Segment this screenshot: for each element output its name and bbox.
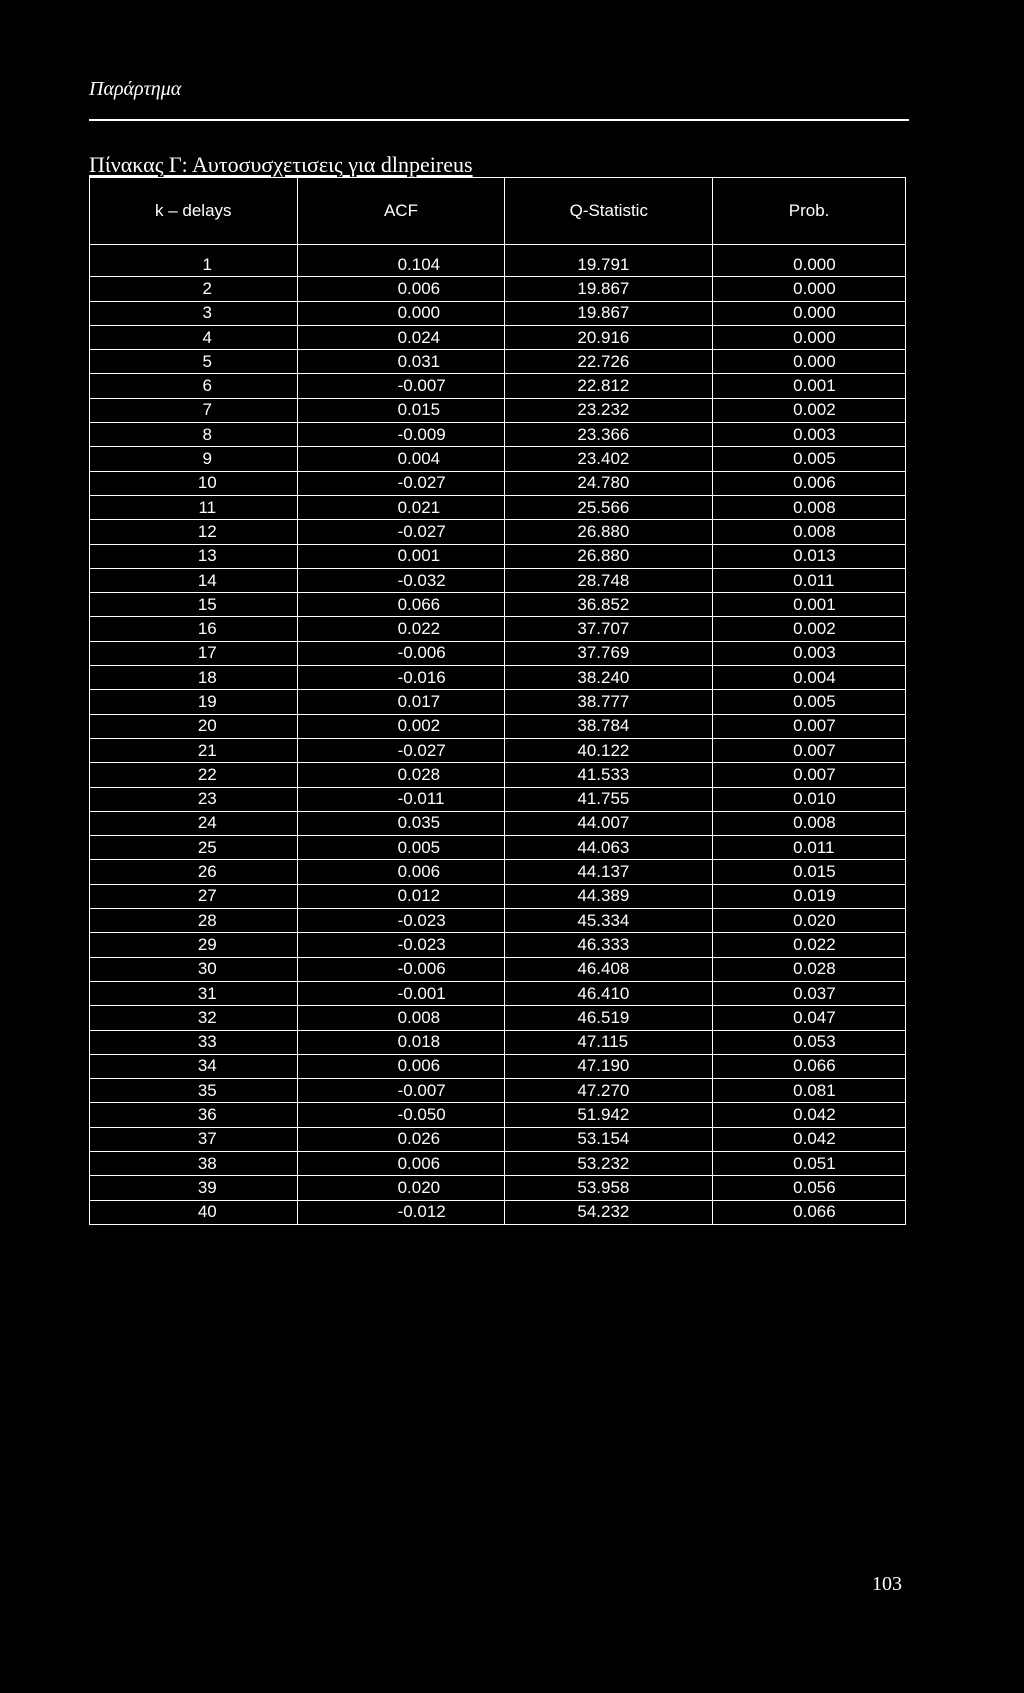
cell-acf: 0.008	[297, 1006, 505, 1030]
cell-prob: 0.007	[713, 714, 906, 738]
cell-acf: -0.009	[297, 423, 505, 447]
cell-prob: 0.003	[713, 641, 906, 665]
table-row	[90, 1079, 906, 1103]
cell-q-statistic: 23.402	[505, 447, 713, 471]
table-row	[90, 1151, 906, 1175]
cell-q-statistic: 46.519	[505, 1006, 713, 1030]
cell-prob: 0.042	[713, 1127, 906, 1151]
cell-q-statistic: 40.122	[505, 738, 713, 762]
cell-prob: 0.011	[713, 568, 906, 592]
cell-prob: 0.066	[713, 1200, 906, 1224]
cell-k: 36	[90, 1103, 298, 1127]
cell-prob: 0.053	[713, 1030, 906, 1054]
column-header-prob: Prob.	[713, 178, 906, 245]
column-header-q-statistic: Q-Statistic	[505, 178, 713, 245]
table-row	[90, 301, 906, 325]
cell-prob: 0.000	[713, 277, 906, 301]
table-row	[90, 811, 906, 835]
cell-acf: 0.028	[297, 763, 505, 787]
cell-q-statistic: 28.748	[505, 568, 713, 592]
cell-k: 16	[90, 617, 298, 641]
table-row	[90, 860, 906, 884]
cell-prob: 0.008	[713, 520, 906, 544]
cell-prob: 0.005	[713, 690, 906, 714]
cell-acf: -0.027	[297, 471, 505, 495]
cell-k: 20	[90, 714, 298, 738]
cell-prob: 0.010	[713, 787, 906, 811]
cell-acf: -0.007	[297, 1079, 505, 1103]
cell-k: 33	[90, 1030, 298, 1054]
cell-q-statistic: 53.232	[505, 1151, 713, 1175]
cell-q-statistic: 41.533	[505, 763, 713, 787]
cell-prob: 0.005	[713, 447, 906, 471]
cell-q-statistic: 20.916	[505, 325, 713, 349]
cell-prob: 0.037	[713, 981, 906, 1005]
cell-prob: 0.006	[713, 471, 906, 495]
cell-acf: 0.012	[297, 884, 505, 908]
table-row	[90, 836, 906, 860]
cell-q-statistic: 37.707	[505, 617, 713, 641]
cell-acf: 0.031	[297, 350, 505, 374]
cell-acf: -0.007	[297, 374, 505, 398]
cell-acf: 0.021	[297, 495, 505, 519]
table-row	[90, 690, 906, 714]
cell-k: 9	[90, 447, 298, 471]
cell-acf: -0.027	[297, 520, 505, 544]
cell-k: 19	[90, 690, 298, 714]
cell-acf: 0.026	[297, 1127, 505, 1151]
cell-acf: 0.020	[297, 1176, 505, 1200]
cell-k: 17	[90, 641, 298, 665]
cell-q-statistic: 37.769	[505, 641, 713, 665]
cell-acf: 0.004	[297, 447, 505, 471]
cell-k: 34	[90, 1054, 298, 1078]
table-row	[90, 568, 906, 592]
cell-acf: 0.006	[297, 277, 505, 301]
table-row	[90, 447, 906, 471]
cell-acf: -0.023	[297, 933, 505, 957]
cell-q-statistic: 47.270	[505, 1079, 713, 1103]
cell-q-statistic: 23.366	[505, 423, 713, 447]
cell-prob: 0.001	[713, 374, 906, 398]
table-row	[90, 325, 906, 349]
cell-q-statistic: 38.240	[505, 666, 713, 690]
cell-acf: -0.011	[297, 787, 505, 811]
cell-prob: 0.002	[713, 617, 906, 641]
cell-k: 2	[90, 277, 298, 301]
table-row	[90, 398, 906, 422]
table-row	[90, 350, 906, 374]
cell-prob: 0.047	[713, 1006, 906, 1030]
cell-prob: 0.022	[713, 933, 906, 957]
cell-q-statistic: 44.063	[505, 836, 713, 860]
cell-prob: 0.051	[713, 1151, 906, 1175]
cell-k: 22	[90, 763, 298, 787]
cell-acf: 0.005	[297, 836, 505, 860]
cell-k: 5	[90, 350, 298, 374]
cell-k: 23	[90, 787, 298, 811]
cell-k: 35	[90, 1079, 298, 1103]
cell-acf: 0.006	[297, 1054, 505, 1078]
autocorrelation-table	[89, 177, 906, 1225]
table-row	[90, 1054, 906, 1078]
table-row	[90, 787, 906, 811]
cell-q-statistic: 44.007	[505, 811, 713, 835]
cell-acf: 0.066	[297, 593, 505, 617]
cell-k: 31	[90, 981, 298, 1005]
cell-acf: 0.015	[297, 398, 505, 422]
cell-prob: 0.066	[713, 1054, 906, 1078]
page-number: 103	[872, 1573, 902, 1595]
cell-k: 37	[90, 1127, 298, 1151]
cell-acf: -0.023	[297, 909, 505, 933]
cell-prob: 0.002	[713, 398, 906, 422]
cell-q-statistic: 22.812	[505, 374, 713, 398]
cell-q-statistic: 51.942	[505, 1103, 713, 1127]
cell-prob: 0.000	[713, 301, 906, 325]
cell-prob: 0.081	[713, 1079, 906, 1103]
table-row	[90, 666, 906, 690]
table-row	[90, 245, 906, 277]
cell-prob: 0.008	[713, 811, 906, 835]
cell-acf: 0.104	[297, 245, 505, 277]
cell-q-statistic: 19.791	[505, 245, 713, 277]
cell-acf: -0.050	[297, 1103, 505, 1127]
cell-k: 14	[90, 568, 298, 592]
cell-q-statistic: 53.154	[505, 1127, 713, 1151]
cell-acf: 0.035	[297, 811, 505, 835]
table-row	[90, 933, 906, 957]
cell-prob: 0.013	[713, 544, 906, 568]
cell-q-statistic: 22.726	[505, 350, 713, 374]
cell-acf: -0.016	[297, 666, 505, 690]
cell-k: 25	[90, 836, 298, 860]
table-row	[90, 909, 906, 933]
cell-k: 32	[90, 1006, 298, 1030]
cell-k: 7	[90, 398, 298, 422]
cell-q-statistic: 46.408	[505, 957, 713, 981]
cell-acf: -0.012	[297, 1200, 505, 1224]
cell-k: 10	[90, 471, 298, 495]
table-row	[90, 495, 906, 519]
cell-acf: 0.018	[297, 1030, 505, 1054]
cell-acf: 0.006	[297, 1151, 505, 1175]
cell-q-statistic: 38.784	[505, 714, 713, 738]
table-row	[90, 1200, 906, 1224]
table-row	[90, 277, 906, 301]
table-row	[90, 714, 906, 738]
cell-prob: 0.000	[713, 245, 906, 277]
cell-k: 38	[90, 1151, 298, 1175]
cell-acf: 0.002	[297, 714, 505, 738]
cell-q-statistic: 44.389	[505, 884, 713, 908]
cell-k: 24	[90, 811, 298, 835]
table-row	[90, 593, 906, 617]
cell-q-statistic: 23.232	[505, 398, 713, 422]
table-title: Πίνακας Γ: Αυτοσυσχετισεις για dlnpeireus	[89, 152, 473, 177]
cell-k: 1	[90, 245, 298, 277]
cell-q-statistic: 24.780	[505, 471, 713, 495]
cell-q-statistic: 47.115	[505, 1030, 713, 1054]
cell-k: 8	[90, 423, 298, 447]
cell-q-statistic: 46.410	[505, 981, 713, 1005]
cell-k: 28	[90, 909, 298, 933]
cell-prob: 0.028	[713, 957, 906, 981]
table-row	[90, 1103, 906, 1127]
table-header-row	[90, 178, 906, 245]
table-row	[90, 423, 906, 447]
column-header-k-delays: k – delays	[90, 178, 298, 245]
cell-q-statistic: 26.880	[505, 520, 713, 544]
table-row	[90, 374, 906, 398]
cell-q-statistic: 46.333	[505, 933, 713, 957]
table-row	[90, 1176, 906, 1200]
column-header-acf: ACF	[297, 178, 505, 245]
cell-acf: 0.006	[297, 860, 505, 884]
cell-k: 40	[90, 1200, 298, 1224]
section-label: Παράρτημα	[89, 78, 182, 100]
cell-acf: -0.001	[297, 981, 505, 1005]
cell-q-statistic: 38.777	[505, 690, 713, 714]
table-row	[90, 738, 906, 762]
cell-q-statistic: 54.232	[505, 1200, 713, 1224]
table-row	[90, 1030, 906, 1054]
cell-k: 21	[90, 738, 298, 762]
cell-acf: -0.032	[297, 568, 505, 592]
cell-acf: 0.000	[297, 301, 505, 325]
cell-k: 6	[90, 374, 298, 398]
cell-prob: 0.000	[713, 350, 906, 374]
cell-prob: 0.003	[713, 423, 906, 447]
cell-k: 11	[90, 495, 298, 519]
cell-prob: 0.007	[713, 763, 906, 787]
cell-prob: 0.001	[713, 593, 906, 617]
header-rule	[89, 119, 909, 121]
cell-q-statistic: 25.566	[505, 495, 713, 519]
cell-k: 29	[90, 933, 298, 957]
cell-prob: 0.020	[713, 909, 906, 933]
table-row	[90, 1127, 906, 1151]
table-row	[90, 957, 906, 981]
cell-acf: -0.006	[297, 641, 505, 665]
cell-q-statistic: 44.137	[505, 860, 713, 884]
cell-prob: 0.042	[713, 1103, 906, 1127]
cell-acf: 0.024	[297, 325, 505, 349]
table-row	[90, 981, 906, 1005]
cell-prob: 0.056	[713, 1176, 906, 1200]
cell-q-statistic: 47.190	[505, 1054, 713, 1078]
table-row	[90, 884, 906, 908]
cell-q-statistic: 41.755	[505, 787, 713, 811]
table-row	[90, 763, 906, 787]
table-row	[90, 471, 906, 495]
cell-k: 3	[90, 301, 298, 325]
cell-k: 30	[90, 957, 298, 981]
cell-acf: 0.022	[297, 617, 505, 641]
cell-q-statistic: 45.334	[505, 909, 713, 933]
cell-prob: 0.000	[713, 325, 906, 349]
cell-acf: 0.001	[297, 544, 505, 568]
table-row	[90, 617, 906, 641]
cell-k: 39	[90, 1176, 298, 1200]
table-row	[90, 520, 906, 544]
table-row	[90, 1006, 906, 1030]
cell-prob: 0.008	[713, 495, 906, 519]
cell-prob: 0.011	[713, 836, 906, 860]
cell-q-statistic: 19.867	[505, 301, 713, 325]
cell-prob: 0.019	[713, 884, 906, 908]
cell-prob: 0.004	[713, 666, 906, 690]
cell-acf: -0.006	[297, 957, 505, 981]
cell-k: 27	[90, 884, 298, 908]
cell-q-statistic: 19.867	[505, 277, 713, 301]
cell-prob: 0.015	[713, 860, 906, 884]
cell-k: 13	[90, 544, 298, 568]
cell-q-statistic: 53.958	[505, 1176, 713, 1200]
cell-acf: 0.017	[297, 690, 505, 714]
cell-q-statistic: 26.880	[505, 544, 713, 568]
cell-prob: 0.007	[713, 738, 906, 762]
table-body	[90, 245, 906, 1225]
cell-k: 26	[90, 860, 298, 884]
cell-acf: -0.027	[297, 738, 505, 762]
cell-k: 15	[90, 593, 298, 617]
table-row	[90, 544, 906, 568]
cell-k: 4	[90, 325, 298, 349]
table-row	[90, 641, 906, 665]
cell-k: 12	[90, 520, 298, 544]
cell-k: 18	[90, 666, 298, 690]
cell-q-statistic: 36.852	[505, 593, 713, 617]
